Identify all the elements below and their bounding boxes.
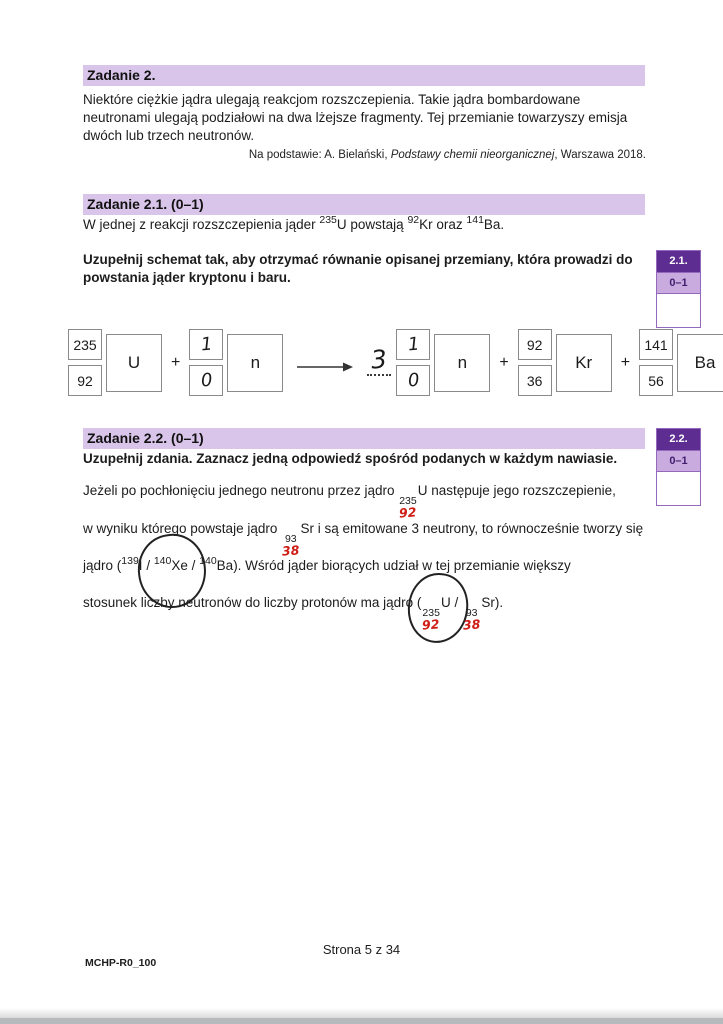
sentence-text: następuje jego rozszczepienie, <box>427 483 616 498</box>
uranium-mass-box <box>68 329 102 360</box>
krypton-mass: 92 <box>526 336 543 353</box>
neutron-symbol: n <box>457 352 468 372</box>
krypton-number-boxes <box>518 329 552 396</box>
uranium-atomic-box <box>68 365 102 396</box>
element-symbol: U <box>417 483 428 498</box>
page-bottom-edge <box>0 1018 723 1024</box>
score-box-points: 0–1 <box>657 272 700 293</box>
score-box-task-id: 2.2. <box>657 429 700 450</box>
mass-number: 140 <box>199 555 217 567</box>
element-symbol: U <box>440 595 451 610</box>
krypton-symbol-box <box>556 334 612 392</box>
mass-number: 139 <box>121 555 139 567</box>
barium-number-boxes <box>639 329 673 396</box>
document-code: MCHP-R0_100 <box>85 957 157 969</box>
source-suffix: , Warszawa 2018. <box>554 149 646 161</box>
score-box-2-1 <box>656 250 701 328</box>
circled-answer-xe <box>153 555 188 573</box>
handwritten-atomic-number: 92 <box>421 615 441 633</box>
task-2-1-command <box>83 251 633 287</box>
element-symbol: U <box>336 217 347 232</box>
handwritten-coefficient <box>367 344 391 376</box>
neutron-right-mass-box <box>396 329 430 360</box>
krypton-symbol: Kr <box>575 352 593 372</box>
element-symbol: Sr <box>300 521 315 536</box>
page-number: Strona 5 z 34 <box>322 942 401 957</box>
task-2-header-bar <box>83 65 645 86</box>
uranium-number-boxes <box>68 329 102 396</box>
barium-symbol: Ba <box>694 352 716 372</box>
score-box-blank <box>657 293 700 327</box>
mass-number: 93 <box>465 607 478 619</box>
score-box-blank <box>657 471 700 505</box>
krypton-atomic-box <box>518 365 552 396</box>
barium-mass: 141 <box>644 336 668 353</box>
uranium-mass: 235 <box>73 336 97 353</box>
neutron-symbol: n <box>250 352 261 372</box>
element-symbol: Ba <box>216 558 234 573</box>
element-symbol: Kr <box>419 217 433 232</box>
neutron-left-atomic-box <box>189 365 223 396</box>
source-title: Podstawy chemii nieorganicznej <box>390 149 555 161</box>
source-prefix: Na podstawie: A. Bielański, <box>248 149 391 161</box>
sentence-line-1 <box>83 483 616 519</box>
uranium-symbol-box <box>106 334 162 392</box>
nuclide-uranium <box>68 329 162 396</box>
plus-sign: + <box>620 353 631 371</box>
neutron-left-number-boxes <box>189 329 223 396</box>
krypton-atomic: 36 <box>526 372 543 389</box>
handwritten-mass: 1 <box>199 333 213 356</box>
mass-number: 141 <box>466 214 484 226</box>
command-line: Uzupełnij schemat tak, aby otrzymać równanie opisanej przemiany, która prowadzi do <box>83 252 633 267</box>
source-citation <box>249 149 646 161</box>
mass-number: 92 <box>407 214 420 226</box>
score-box-2-2 <box>656 428 701 506</box>
task-2-2-header-bar <box>83 428 645 449</box>
score-box-points: 0–1 <box>657 450 700 471</box>
plus-sign: + <box>171 353 181 371</box>
sentence-text: Jeżeli po pochłonięciu jednego neutronu przez jądro <box>83 483 399 498</box>
mass-number: 140 <box>153 555 172 567</box>
uranium-symbol: U <box>127 352 141 372</box>
intro-text: W jednej z reakcji rozszczepienia jąder <box>83 217 320 232</box>
nuclide-93-38-Sr <box>282 534 299 557</box>
intro-text: powstają <box>346 217 408 232</box>
neutron-right-symbol-box <box>434 334 490 392</box>
barium-atomic-box <box>639 365 673 396</box>
handwritten-mass: 1 <box>406 333 420 356</box>
task-2-1-header-bar <box>83 194 645 215</box>
task-2-body-line: Niektóre ciężkie jądra ulegają reakcjom rozszczepienia. Takie jądra bombardowane <box>83 92 581 107</box>
nuclide-krypton <box>518 329 612 396</box>
handwritten-atomic-number: 38 <box>462 615 481 633</box>
task-2-title: Zadanie 2. <box>87 67 156 83</box>
sentence-line-4 <box>83 595 503 631</box>
barium-symbol-box <box>677 334 723 392</box>
nuclide-93-38-Sr <box>463 608 480 631</box>
sentence-line-2 <box>83 521 643 557</box>
sentence-text: i są emitowane 3 neutrony, to równocześnie tworzy się <box>314 521 644 536</box>
reaction-arrow-icon <box>297 360 353 379</box>
nuclide-neutron-right <box>396 329 490 396</box>
nuclide-neutron-left <box>189 329 283 396</box>
neutron-left-mass-box <box>189 329 223 360</box>
score-box-task-id: 2.1. <box>657 251 700 272</box>
option-separator: / <box>142 558 154 573</box>
nuclide-235-92-U <box>422 608 440 631</box>
handwritten-atomic: 0 <box>199 369 213 392</box>
sentence-text: jądro ( <box>83 558 122 573</box>
command-line: powstania jąder kryptonu i baru. <box>83 270 291 285</box>
intro-text: oraz <box>432 217 467 232</box>
handwritten-atomic: 0 <box>406 369 420 392</box>
mass-number: 235 <box>399 495 417 507</box>
barium-atomic: 56 <box>648 372 664 389</box>
neutron-left-symbol-box <box>227 334 283 392</box>
nuclide-235-92-U <box>399 496 417 519</box>
element-symbol: Ba. <box>483 217 505 232</box>
fission-equation <box>68 329 723 396</box>
mass-number: 235 <box>319 214 337 226</box>
task-2-2-title: Zadanie 2.2. (0–1) <box>87 430 204 446</box>
task-2-body-line: neutronami ulegają podziałowi na dwa lżejsze fragmenty. Tej przemianie towarzyszy emisja <box>83 110 628 125</box>
element-symbol: Sr <box>481 595 495 610</box>
sentence-text: stosunek liczby neutronów do liczby protonów ma jądro ( <box>83 595 422 610</box>
page-bottom-shadow <box>0 1008 723 1018</box>
sentence-line-3 <box>83 555 571 573</box>
option-separator: / <box>187 558 200 573</box>
mass-number: 93 <box>284 533 297 545</box>
element-symbol: I <box>138 558 143 573</box>
task-2-body-line: dwóch lub trzech neutronów. <box>83 128 255 143</box>
task-2-1-title: Zadanie 2.1. (0–1) <box>87 196 204 212</box>
task-2-2-instruction: Uzupełnij zdania. Zaznacz jedną odpowiedź spośród podanych w każdym nawiasie. <box>83 451 618 466</box>
coefficient-value: 3 <box>370 344 389 375</box>
option-separator: / <box>450 595 462 610</box>
neutron-right-atomic-box <box>396 365 430 396</box>
handwritten-atomic-number: 38 <box>281 541 300 559</box>
answer-blank-dots <box>367 374 391 376</box>
mass-number: 235 <box>422 607 440 619</box>
element-symbol: Xe <box>171 558 188 573</box>
sentence-text: w wyniku którego powstaje jądro <box>83 521 282 536</box>
task-2-1-intro <box>83 214 505 232</box>
sentence-text: ). <box>494 595 504 610</box>
sentence-text: ). Wśród jąder biorących udział w tej przemianie większy <box>233 558 571 573</box>
plus-sign: + <box>499 353 509 371</box>
task-2-body <box>83 91 627 145</box>
neutron-right-number-boxes <box>396 329 430 396</box>
handwritten-atomic-number: 92 <box>398 503 418 521</box>
circled-answer-u <box>421 595 450 631</box>
barium-mass-box <box>639 329 673 360</box>
nuclide-barium <box>639 329 723 396</box>
krypton-mass-box <box>518 329 552 360</box>
uranium-atomic: 92 <box>77 372 93 389</box>
